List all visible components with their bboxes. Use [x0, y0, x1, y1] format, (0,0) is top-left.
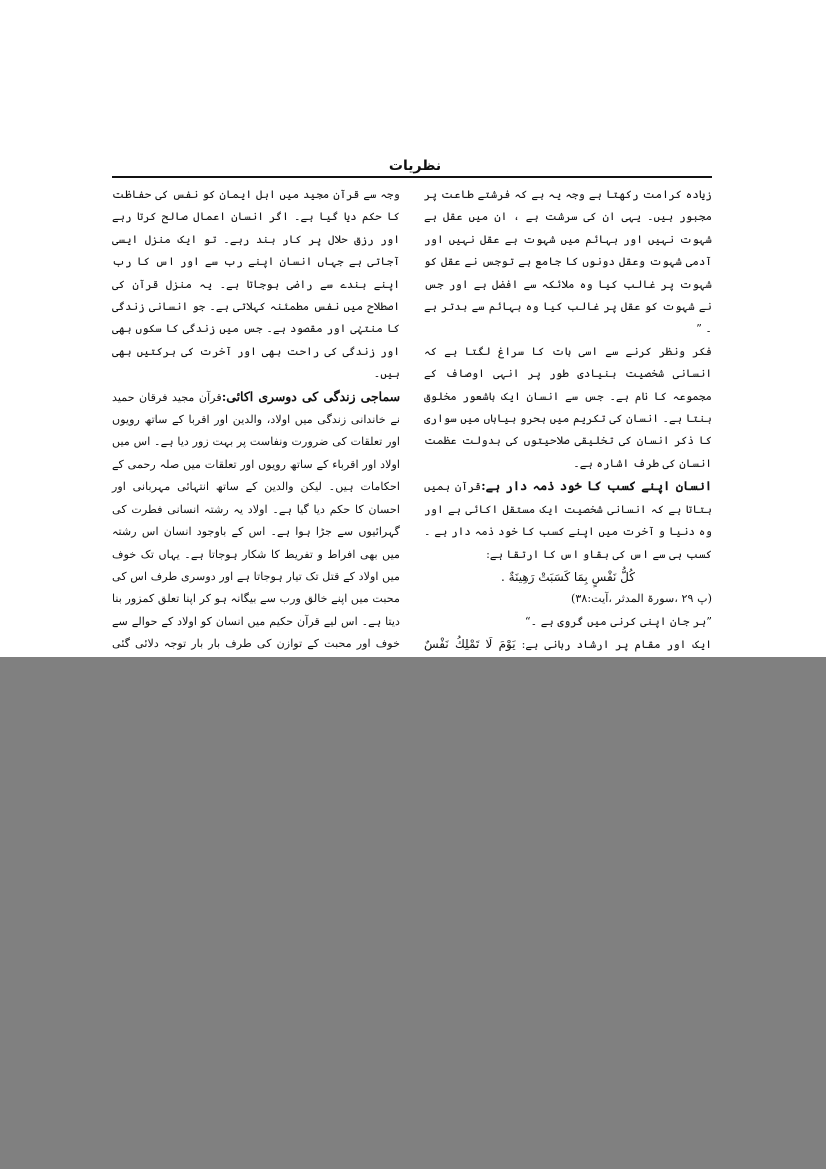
translation-1: ”ہر جان اپنی کرنی میں گروی ہے ۔“ [524, 614, 712, 628]
gray-overlay-block [0, 657, 826, 1169]
right-paragraph-3-text: قرآن ہمیں بتاتا ہے کہ انسانی شخصیت ایک مستقل اکائی ہے اور وہ دنیا و آخرت میں اپنے کسب کا خود ذمہ دار ہے ۔کسب ہی سے اس کی بقاو اس کا ارتقا ہے: [424, 480, 712, 561]
right-paragraph-3 [424, 475, 712, 566]
right-paragraph-1: زیادہ کرامت رکھتا ہے وجہ یہ ہے کہ فرشتے طاعت پر مجبور ہیں۔ یہی ان کی سرشت ہے ، ان میں عقل ہے شہوت نہیں اور بہائم میں شہوت ہے عقل نہیں اور آدمی شہوت وعقل دونوں کا جامع ہے توجس نے عقل کو شہوت پر غالب کیا وہ ملائکہ سے افضل ہے اور جس نے شہوت کو عقل پر غالب کیا وہ بہائم سے بدتر ہے ۔ ” [424, 188, 712, 336]
section-heading-second-unit: سماجی زندگی کی دوسری اکائی: [221, 388, 400, 404]
section-heading-kasb: انسان اپنے کسب کا خود ذمہ دار ہے: [481, 478, 712, 494]
right-paragraph-4-text: ایک اور مقام پر ارشاد ربانی ہے: [521, 638, 712, 652]
left-paragraph-2 [112, 386, 400, 678]
header-rule [112, 176, 712, 178]
running-header-title: نظریات [388, 158, 442, 174]
left-paragraph-2-text: قرآن مجید فرقان حمید نے خاندانی زندگی میں اولاد، والدین اور اقربا کے ساتھ رویوں اور تعلقات کی ضرورت ونفاست پر بہت زور دیا ہے۔ اس میں اولاد اور اقرباء کے ساتھ رویوں اور تعلقات میں صلہ رحمی کے احکامات ہیں۔ لیکن والدین کے ساتھ انتہائی مہربانی اور احسان کا حکم دیا گیا ہے۔ اولاد یہ رشتہ انسانی فطرت کی گہرائیوں سے جڑا ہوا ہے۔ اس کے باوجود انسان اس رشتہ میں بھی افراط و تفریط کا شکار ہوجاتا ہے۔ یہاں تک خوف میں اولاد کے قتل تک تیار ہوجاتا ہے اور دوسری طرف اس کی محبت میں اپنے خالق ورب سے بیگانہ ہو کر اپنا تعلق کمزور بنا دیتا ہے۔ اس لیے قرآن حکیم میں انسان کو اولاد کے حوالے سے خوف اور محبت کے توازن کی طرف بار بار توجہ دلائی گئی [112, 390, 400, 651]
left-paragraph-1: وجہ سے قرآن مجید میں اہل ایمان کو نفس کی حفاظت کا حکم دیا گیا ہے۔ اگر انسان اعمال صالح کرتا رہے اور رزق حلال پر کار بند رہے۔ تو ایک منزل ایسی آجاتی ہے جہاں انسان اپنے رب سے اور اس کا رب اپنے بندے سے راضی ہوجاتا ہے۔ یہ منزل قرآن کی اصطلاح میں نفس مطمئنہ کہلاتی ہے۔ جو انسانی زندگی کا منتہٰی اور مقصود ہے۔ جس میں زندگی کا سکوں بھی اور زندگی کی راحت بھی اور آخرت کی برکتیں بھی ہیں۔ [112, 188, 400, 381]
right-paragraph-2: فکر ونظر کرنے سے اسی بات کا سراغ لگتا ہے کہ انسانی شخصیت بنیادی طور پر انہی اوصاف کے مجموعہ کا نام ہے۔ جس سے انسان ایک باشعور مخلوق بنتا ہے۔ انسان کی تکریم میں بحرو بیاباں میں سواری کا ذکر انسان کی تخلیقی صلاحیتوں کی بدولت عظمت انسان کی طرف اشارہ ہے۔ [424, 344, 712, 470]
verse-reference-1: (پ ۲۹ ،سورۃ المدثر ،آیت:۳۸) [570, 592, 712, 606]
quran-verse-1: كُلُّ نَفْسٍ بِمَا كَسَبَتْ رَهِينَةٌ . [501, 569, 635, 584]
quran-verse-2: يَوْمَ لَا تَمْلِكُ نَفْسٌ [424, 637, 516, 652]
right-column [424, 184, 712, 725]
